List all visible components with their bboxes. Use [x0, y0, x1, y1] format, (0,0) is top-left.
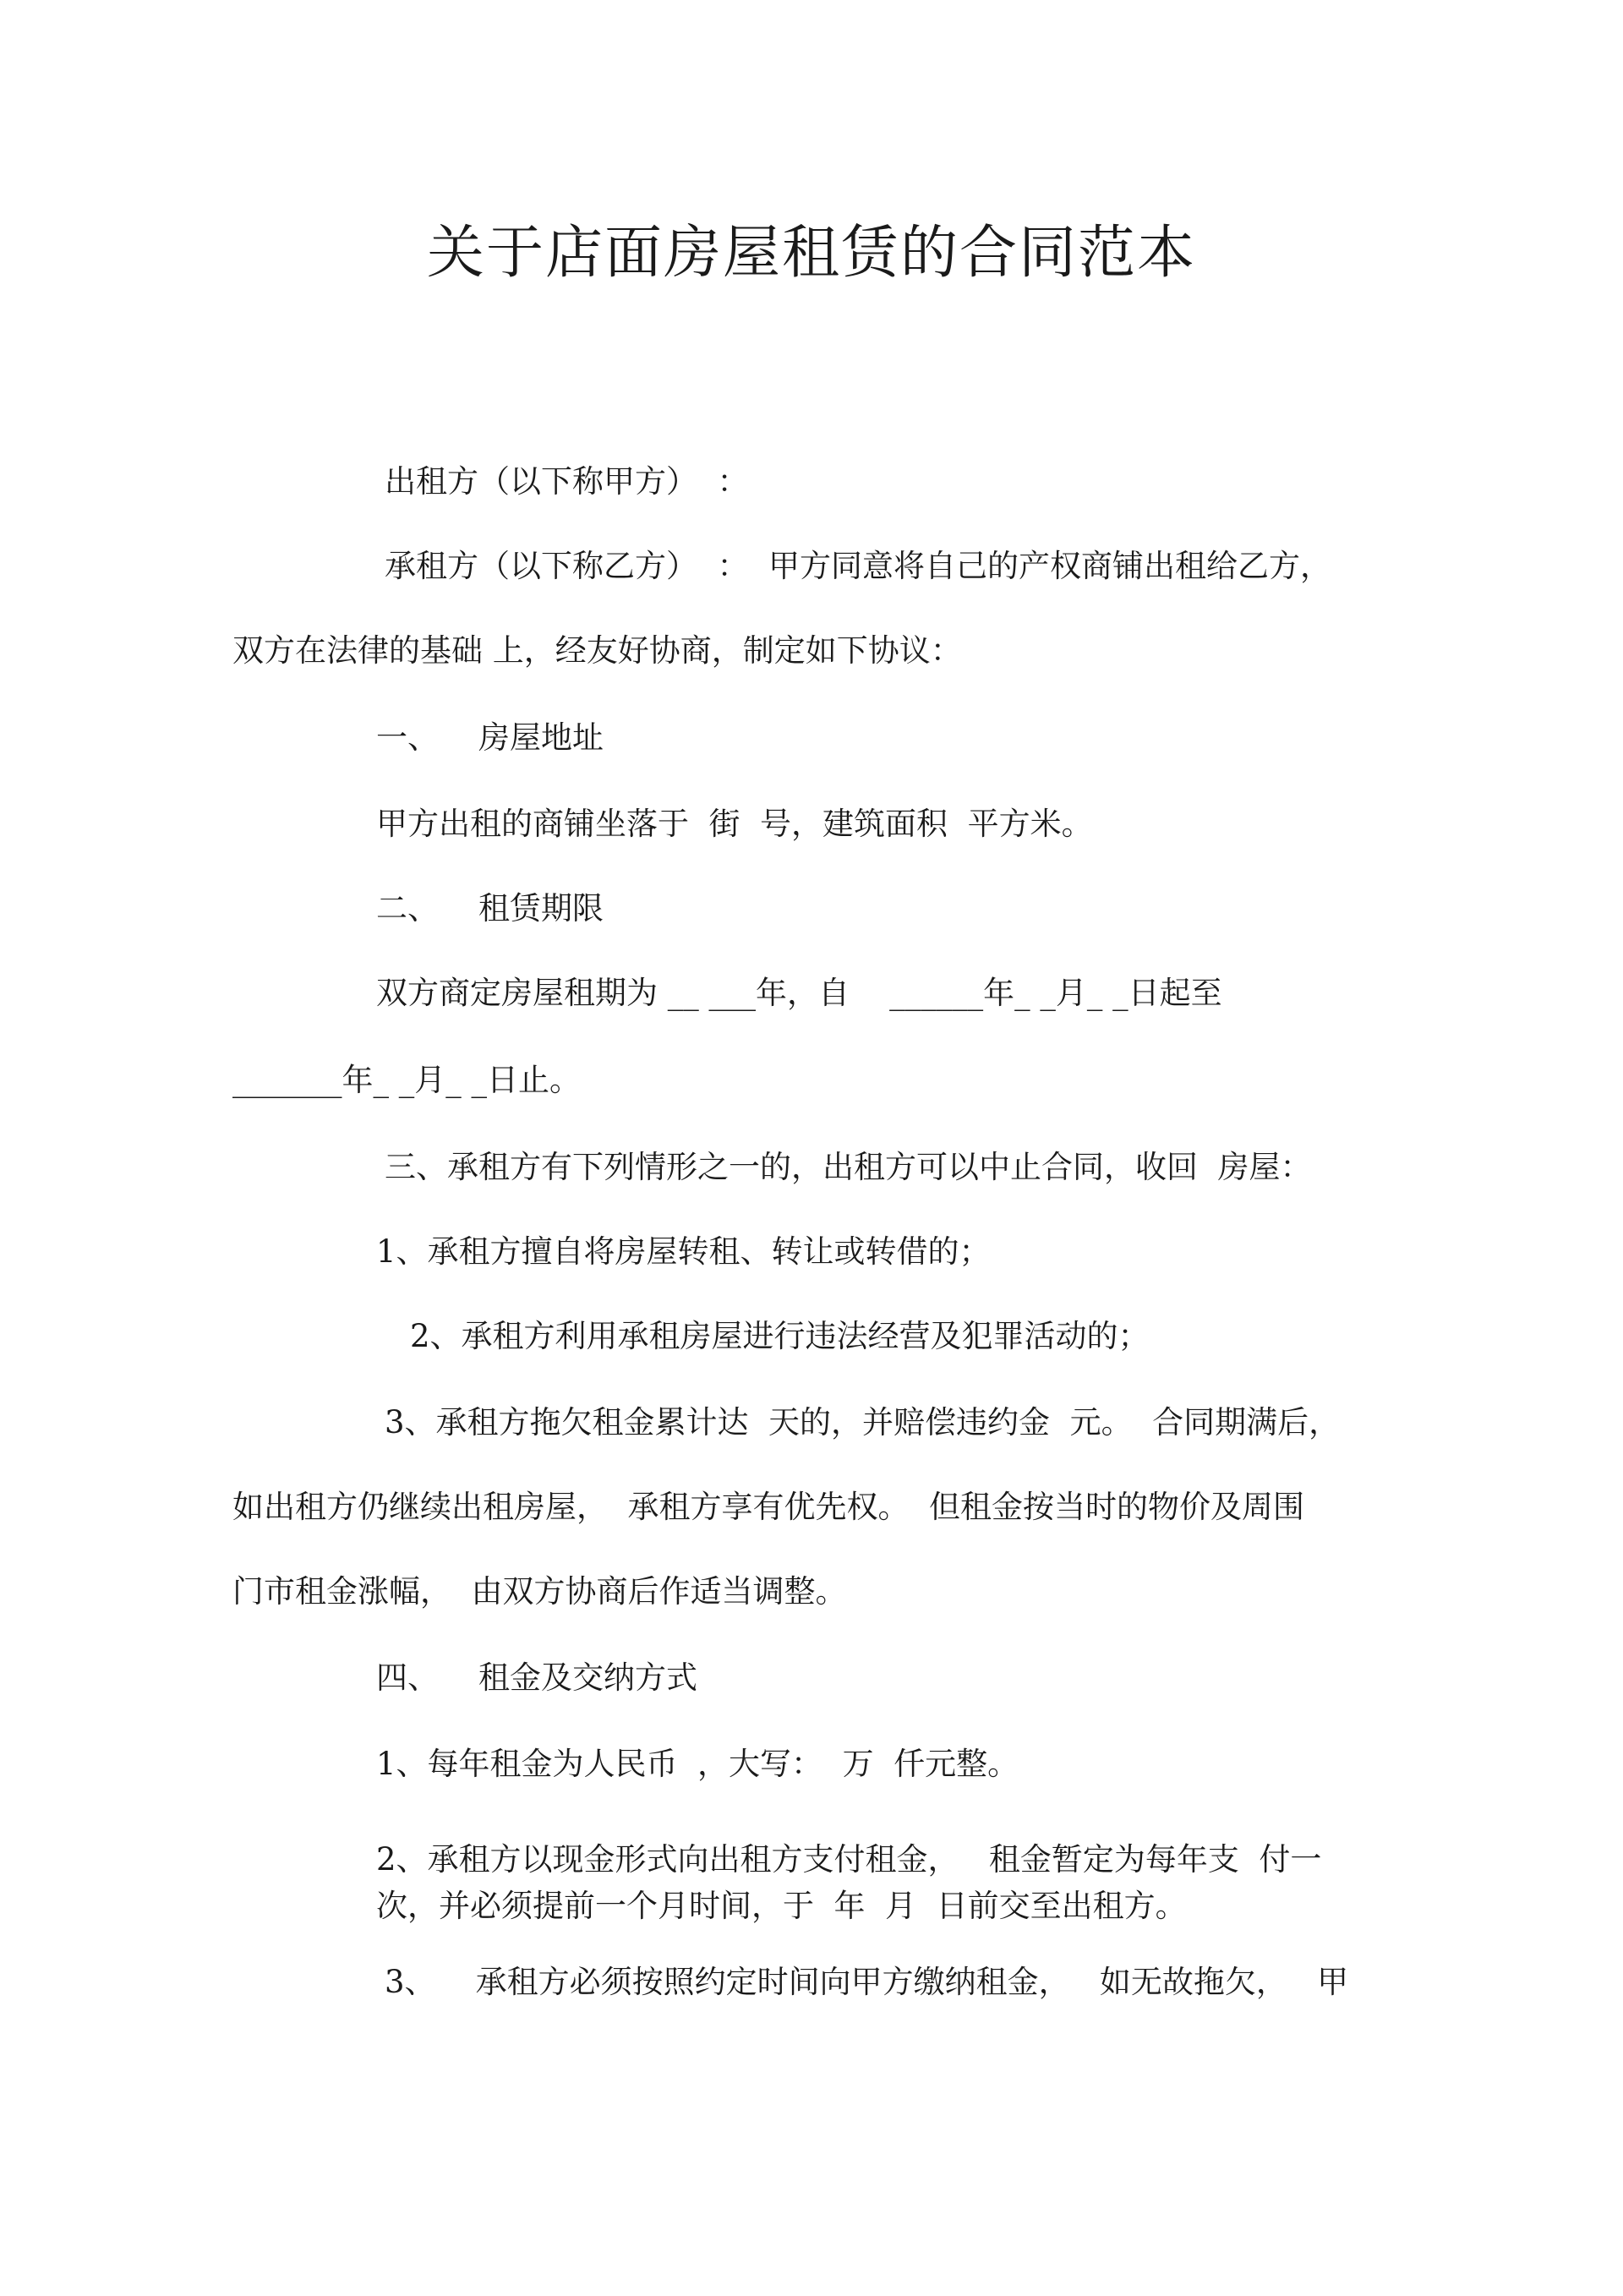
- document-title: 关于店面房屋租赁的合同范本: [426, 220, 1196, 287]
- termination-item-3-line-3: 门市租金涨幅， 由双方协商后作适当调整。: [232, 1573, 847, 1610]
- rent-item-2-line-1: 2、承租方以现金形式向出租方支付租金， 租金暂定为每年支 付一: [376, 1841, 1322, 1878]
- term-clause-line-2: _______年_ _月_ _日止。: [232, 1062, 582, 1098]
- lessee-line: 承租方（以下称乙方） ： 甲方同意将自己的产权商铺出租给乙方，: [385, 548, 1332, 584]
- termination-item-3-line-1: 3、承租方拖欠租金累计达 天的，并赔偿违约金 元。 合同期满后，: [385, 1404, 1341, 1440]
- rent-item-1: 1、每年租金为人民币 ，大写： 万 仟元整。: [376, 1746, 1019, 1782]
- term-clause-line-1: 双方商定房屋租期为 __ ___年，自 ______年_ _月_ _日起至: [376, 975, 1222, 1011]
- rent-item-3: 3、 承租方必须按照约定时间向甲方缴纳租金， 如无故拖欠， 甲: [385, 1964, 1349, 2000]
- termination-item-1: 1、承租方擅自将房屋转租、转让或转借的；: [376, 1233, 991, 1270]
- section-heading-address: 一、 房屋地址: [376, 719, 604, 756]
- section-heading-termination: 三、承租方有下列情形之一的，出租方可以中止合同，收回 房屋：: [385, 1149, 1312, 1185]
- section-heading-rent: 四、 租金及交纳方式: [376, 1659, 698, 1696]
- agreement-intro-line: 双方在法律的基础 上，经友好协商，制定如下协议：: [232, 632, 962, 669]
- address-clause: 甲方出租的商铺坐落于 街 号，建筑面积 平方米。: [376, 806, 1093, 842]
- rent-item-2-line-2: 次，并必须提前一个月时间，于 年 月 日前交至出租方。: [376, 1888, 1187, 1924]
- section-heading-term: 二、 租赁期限: [376, 890, 604, 927]
- termination-item-3-line-2: 如出租方仍继续出租房屋， 承租方享有优先权。 但租金按当时的物价及周围: [232, 1489, 1305, 1525]
- lessor-line: 出租方（以下称甲方） ：: [385, 463, 749, 500]
- termination-item-2: 2、承租方利用承租房屋进行违法经营及犯罪活动的；: [410, 1318, 1150, 1354]
